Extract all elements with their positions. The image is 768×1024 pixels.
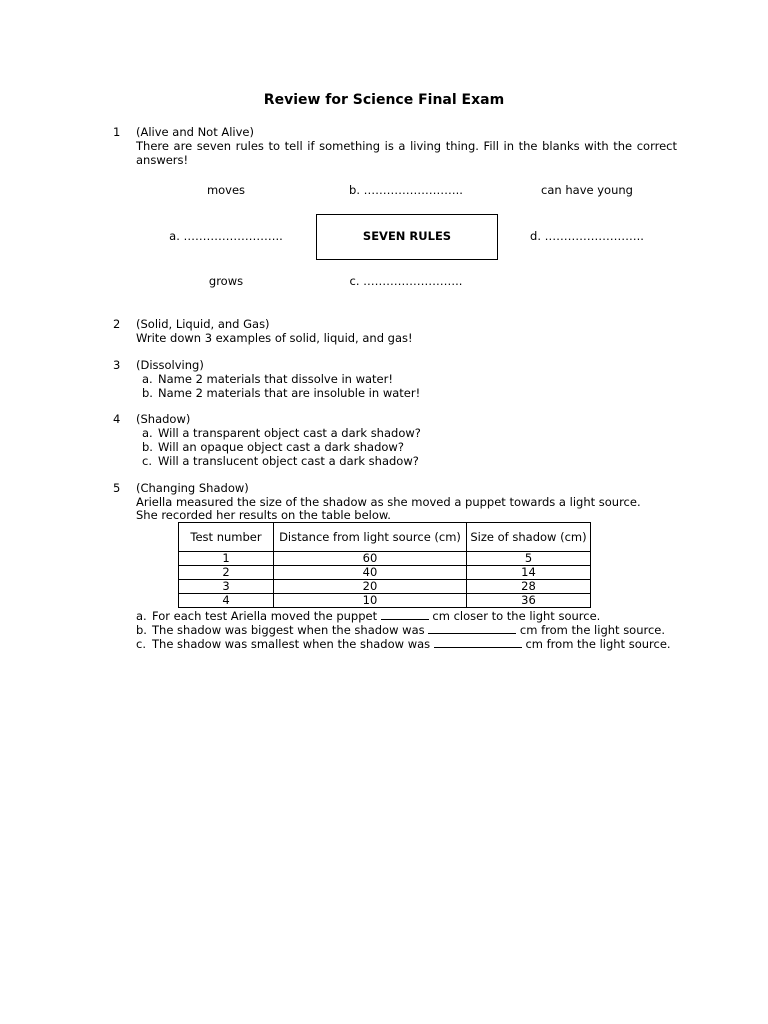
question-4c-text: Will a translucent object cast a dark shadow?: [158, 454, 419, 468]
rule-moves: moves: [206, 183, 246, 197]
table-cell: 28: [467, 580, 591, 594]
question-3a-letter: a.: [142, 372, 153, 386]
table-cell: 40: [274, 566, 467, 580]
rule-d-blank: d. ……………………..: [530, 229, 644, 243]
question-1-number: 1: [113, 125, 121, 139]
table-cell: 10: [274, 594, 467, 608]
question-3b-text: Name 2 materials that are insoluble in water!: [158, 386, 421, 400]
table-row: [179, 594, 591, 608]
question-5b-letter: b.: [136, 623, 147, 637]
seven-rules-label: SEVEN RULES: [362, 229, 452, 244]
table-row: [179, 566, 591, 580]
question-5c: [136, 636, 671, 652]
question-4-topic: (Shadow): [136, 412, 191, 426]
question-2-topic: (Solid, Liquid, and Gas): [136, 317, 270, 331]
shadow-results-table: [178, 522, 591, 608]
rule-can-have-young: can have young: [541, 183, 633, 197]
question-5-topic: (Changing Shadow): [136, 481, 249, 495]
question-5-number: 5: [113, 481, 121, 495]
table-cell: 4: [179, 594, 274, 608]
question-2-number: 2: [113, 317, 121, 331]
question-5a-text-before: For each test Ariella moved the puppet: [152, 609, 378, 623]
question-5b-text-after: cm from the light source.: [519, 623, 666, 637]
question-5b-text-before: The shadow was biggest when the shadow was: [152, 623, 425, 637]
rule-c-blank: c. ……………………..: [349, 274, 463, 288]
question-3a-text: Name 2 materials that dissolve in water!: [158, 372, 393, 386]
table-header-cell: Size of shadow (cm): [467, 523, 591, 552]
question-3a: [142, 373, 393, 387]
question-4c: [142, 455, 419, 469]
question-5c-answer-blank[interactable]: [434, 636, 522, 648]
question-5-line-1: Ariella measured the size of the shadow as she moved a puppet towards a light source.: [136, 495, 641, 509]
table-cell: 60: [274, 552, 467, 566]
question-3b: [142, 387, 420, 401]
question-4b-text: Will an opaque object cast a dark shadow?: [158, 440, 404, 454]
table-header-cell: Test number: [179, 523, 274, 552]
table-row: [179, 580, 591, 594]
rule-a-blank: a. ……………………..: [169, 229, 283, 243]
table-header-row: [179, 523, 591, 552]
question-4-number: 4: [113, 412, 121, 426]
table-cell: 14: [467, 566, 591, 580]
question-5c-text-after: cm from the light source.: [525, 637, 671, 651]
question-5c-letter: c.: [136, 637, 146, 651]
question-5a-text-after: cm closer to the light source.: [432, 609, 601, 623]
rule-grows: grows: [208, 274, 244, 288]
question-4a: [142, 427, 421, 441]
seven-rules-box: [316, 214, 498, 260]
table-header-cell: Distance from light source (cm): [274, 523, 467, 552]
rule-b-blank: b. ……………………..: [349, 183, 463, 197]
table-cell: 2: [179, 566, 274, 580]
question-4a-letter: a.: [142, 426, 153, 440]
question-5-line-2: She recorded her results on the table below.: [136, 508, 391, 522]
page-title: Review for Science Final Exam: [263, 92, 505, 108]
question-1-instructions: There are seven rules to tell if something is a living thing. Fill in the blanks with the correct answers!: [136, 139, 677, 167]
table-cell: 36: [467, 594, 591, 608]
question-3b-letter: b.: [142, 386, 153, 400]
question-4a-text: Will a transparent object cast a dark shadow?: [158, 426, 421, 440]
table-cell: 5: [467, 552, 591, 566]
table-cell: 3: [179, 580, 274, 594]
question-4b: [142, 441, 404, 455]
question-1-topic: (Alive and Not Alive): [136, 125, 254, 139]
question-5a-answer-blank[interactable]: [381, 608, 429, 620]
table-cell: 20: [274, 580, 467, 594]
question-5a-letter: a.: [136, 609, 147, 623]
question-3-topic: (Dissolving): [136, 358, 204, 372]
question-3-number: 3: [113, 358, 121, 372]
question-4c-letter: c.: [142, 454, 152, 468]
question-5b-answer-blank[interactable]: [428, 622, 516, 634]
table-row: [179, 552, 591, 566]
question-5c-text-before: The shadow was smallest when the shadow was: [152, 637, 431, 651]
question-2-text: Write down 3 examples of solid, liquid, and gas!: [136, 331, 413, 345]
table-cell: 1: [179, 552, 274, 566]
question-4b-letter: b.: [142, 440, 153, 454]
